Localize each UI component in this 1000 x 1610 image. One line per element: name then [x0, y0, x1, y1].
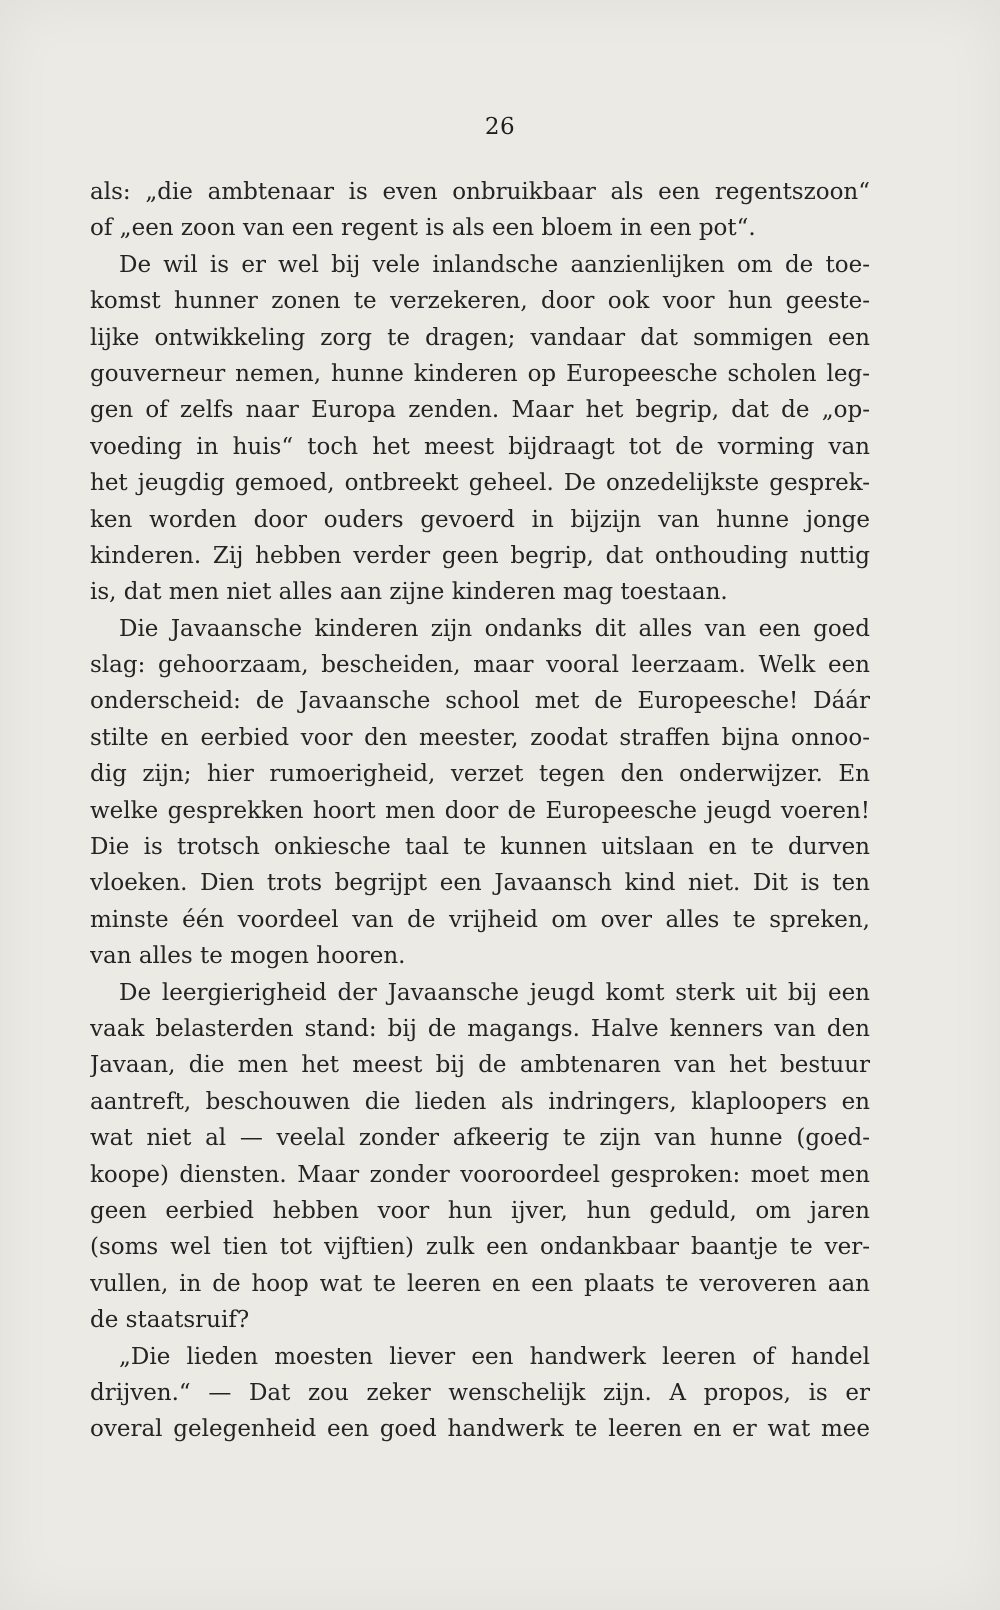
text-line: vullen, in de hoop wat te leeren en een plaats te veroveren aan	[90, 1270, 870, 1297]
body-text	[90, 174, 870, 1448]
text-line: vloeken. Dien trots begrijpt een Javaansch kind niet. Dit is ten	[90, 870, 870, 897]
page-number: 26	[484, 114, 516, 140]
text-line: wat niet al — veelal zonder afkeerig te zijn van hunne (goed-	[90, 1125, 870, 1152]
text-line: onderscheid: de Javaansche school met de Europeesche! Dáár	[90, 688, 870, 715]
text-line: of „een zoon van een regent is als een bloem in een pot“.	[90, 215, 756, 242]
text-line: „Die lieden moesten liever een handwerk leeren of handel	[119, 1343, 870, 1370]
text-line: welke gesprekken hoort men door de Europeesche jeugd voeren!	[90, 797, 870, 824]
text-line: gouverneur nemen, hunne kinderen op Europeesche scholen leg-	[90, 360, 870, 387]
text-line: gen of zelfs naar Europa zenden. Maar het begrip, dat de „op-	[90, 397, 870, 424]
text-line: Die is trotsch onkiesche taal te kunnen uitslaan en te durven	[90, 834, 870, 861]
text-line: De leergierigheid der Javaansche jeugd komt sterk uit bij een	[119, 979, 870, 1006]
text-line: geen eerbied hebben voor hun ijver, hun geduld, om jaren	[90, 1197, 870, 1224]
text-line: het jeugdig gemoed, ontbreekt geheel. De onzedelijkste gesprek-	[90, 470, 870, 497]
text-line: kinderen. Zij hebben verder geen begrip, dat onthouding nuttig	[90, 542, 870, 569]
text-line: overal gelegenheid een goed handwerk te leeren en er wat mee	[90, 1416, 870, 1443]
text-line: drijven.“ — Dat zou zeker wenschelijk zijn. A propos, is er	[90, 1379, 870, 1406]
text-line: van alles te mogen hooren.	[90, 943, 406, 970]
text-line: als: „die ambtenaar is even onbruikbaar als een regentszoon“	[90, 179, 870, 205]
text-line: vaak belasterden stand: bij de magangs. Halve kenners van den	[90, 1015, 870, 1042]
text-line: koope) diensten. Maar zonder vooroordeel gesproken: moet men	[90, 1161, 870, 1188]
text-line: komst hunner zonen te verzekeren, door ook voor hun geeste-	[90, 288, 870, 315]
text-line: dig zijn; hier rumoerigheid, verzet tegen den onderwijzer. En	[90, 761, 870, 788]
text-line: Javaan, die men het meest bij de ambtenaren van het bestuur	[90, 1052, 870, 1079]
text-line: (soms wel tien tot vijftien) zulk een ondankbaar baantje te ver-	[90, 1234, 870, 1261]
text-line: voeding in huis“ toch het meest bijdraagt tot de vorming van	[90, 433, 870, 460]
text-line: ken worden door ouders gevoerd in bijzijn van hunne jonge	[90, 506, 870, 533]
text-line: slag: gehoorzaam, bescheiden, maar vooral leerzaam. Welk een	[90, 652, 870, 679]
text-line: Die Javaansche kinderen zijn ondanks dit alles van een goed	[119, 615, 870, 642]
text-line: De wil is er wel bij vele inlandsche aanzienlijken om de toe-	[119, 251, 870, 278]
text-line: is, dat men niet alles aan zijne kinderen mag toestaan.	[90, 579, 728, 606]
text-line: stilte en eerbied voor den meester, zoodat straffen bijna onnoo-	[90, 724, 870, 751]
text-line: lijke ontwikkeling zorg te dragen; vandaar dat sommigen een	[90, 324, 870, 351]
text-line: de staatsruif?	[90, 1307, 250, 1334]
text-line: aantreft, beschouwen die lieden als indringers, klaploopers en	[90, 1088, 870, 1115]
text-line: minste één voordeel van de vrijheid om over alles te spreken,	[90, 906, 870, 933]
